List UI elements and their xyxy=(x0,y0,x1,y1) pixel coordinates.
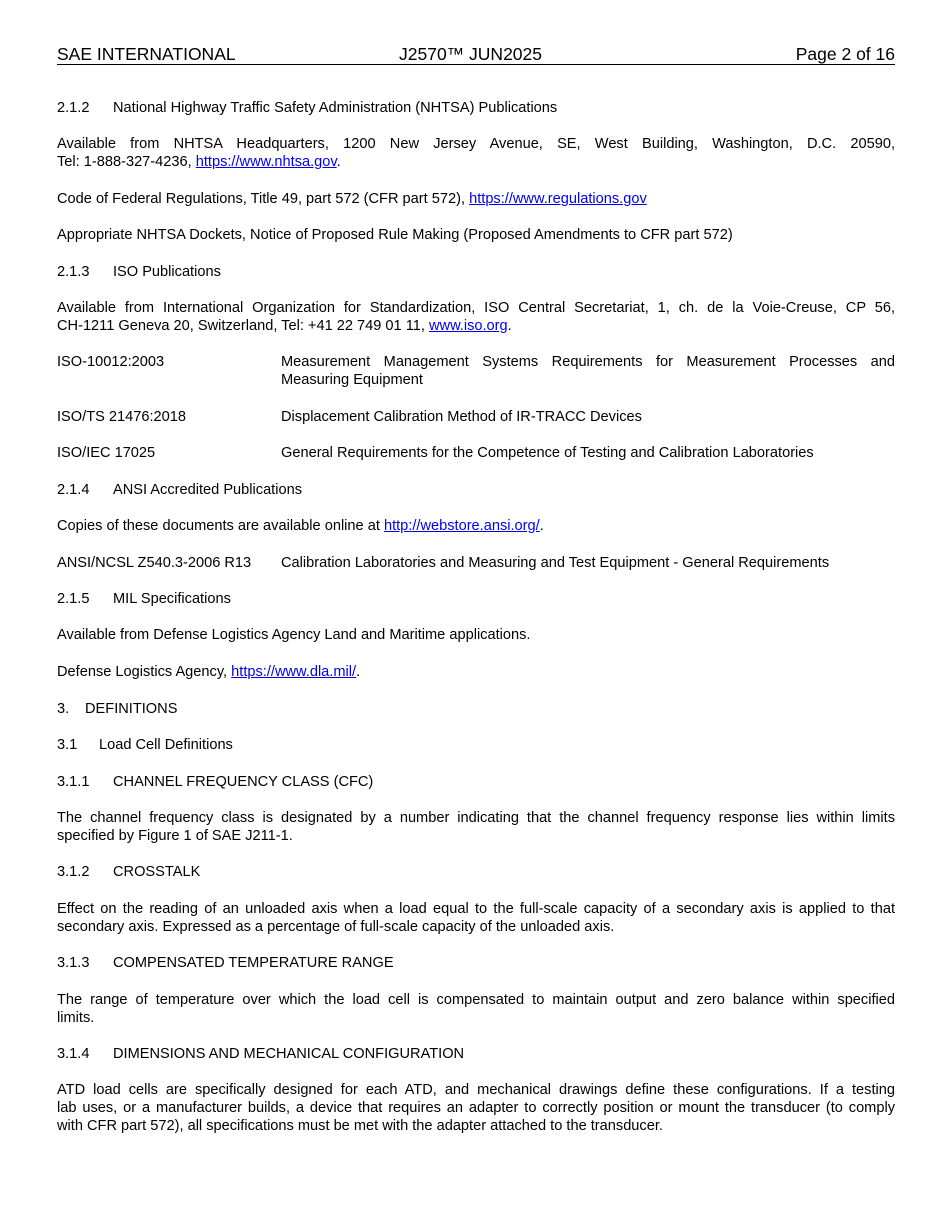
reference-code: ANSI/NCSL Z540.3-2006 R13 xyxy=(57,555,252,571)
section-number: 2.1.2 xyxy=(57,100,90,116)
dla-reference: Defense Logistics Agency, https://www.dla.mil/. xyxy=(57,664,361,680)
section-heading-3 xyxy=(57,700,895,718)
reference-code: ISO-10012:2003 xyxy=(57,354,165,370)
ansi-availability: Copies of these documents are available online at http://webstore.ansi.org/. xyxy=(57,518,544,534)
iso-availability: Available from International Organization for Standardization, ISO Central Secretariat, 1, ch. de la Voie-Creuse, CP 56, CH-1211 Geneva 20, Switzerland, Tel: +41 22 749 01 11, www.iso.org. xyxy=(57,300,895,334)
section-title: Load Cell Definitions xyxy=(99,737,233,753)
header-org: SAE INTERNATIONAL xyxy=(57,44,236,64)
text-line: Available from NHTSA Headquarters, 1200 New Jersey Avenue, SE, West Building, Washington, D.C. 20590, xyxy=(57,136,895,152)
section-number: 3.1.1 xyxy=(57,774,90,790)
definition-body: Effect on the reading of an unloaded axis when a load equal to the full-scale capacity of a secondary axis is applied to that secondary axis. Expressed as a percentage of full-scale capacity of the unloaded axis. xyxy=(57,901,895,935)
section-title: CHANNEL FREQUENCY CLASS (CFC) xyxy=(113,774,374,790)
nhtsa-link[interactable]: https://www.nhtsa.gov xyxy=(195,154,337,170)
section-number: 3.1 xyxy=(57,737,78,753)
nhtsa-dockets: Appropriate NHTSA Dockets, Notice of Proposed Rule Making (Proposed Amendments to CFR part 572) xyxy=(57,227,733,243)
reference-description: General Requirements for the Competence of Testing and Calibration Laboratories xyxy=(281,445,814,461)
reference-description: Displacement Calibration Method of IR-TRACC Devices xyxy=(281,409,642,425)
ansi-webstore-link[interactable]: http://webstore.ansi.org/ xyxy=(383,518,540,534)
section-number: 3.1.4 xyxy=(57,1046,90,1062)
cfr-reference: Code of Federal Regulations, Title 49, part 572 (CFR part 572), https://www.regulations.gov xyxy=(57,191,647,207)
header-doc-id: J2570™ JUN2025 xyxy=(399,44,542,64)
section-heading-2-1-4 xyxy=(57,481,895,499)
reference-description: Measurement Management Systems Requirements for Measurement Processes and xyxy=(281,354,895,370)
section-number: 2.1.3 xyxy=(57,264,90,280)
reference-description-cont: Measuring Equipment xyxy=(281,372,423,388)
text-line: Available from International Organization for Standardization, ISO Central Secretariat, 1, ch. de la Voie-Creuse, CP 56, xyxy=(57,300,895,316)
section-heading-2-1-2 xyxy=(57,99,895,117)
definition-body: The channel frequency class is designated by a number indicating that the channel frequency response lies within limits specified by Figure 1 of SAE J211-1. xyxy=(57,810,895,844)
section-title: MIL Specifications xyxy=(113,591,231,607)
section-title: National Highway Traffic Safety Administration (NHTSA) Publications xyxy=(113,100,558,116)
section-title: COMPENSATED TEMPERATURE RANGE xyxy=(113,955,394,971)
section-heading-3-1-1 xyxy=(57,773,895,791)
section-number: 3.1.2 xyxy=(57,864,90,880)
definition-body: ATD load cells are specifically designed for each ATD, and mechanical drawings define these configurations. If a testing lab uses, or a manufacturer builds, a device that requires an adapter to correctly position or mount the transducer (to comply with CFR part 572), all specifications must be met with the adapter attached to the transducer. xyxy=(57,1082,895,1134)
text-line: Tel: 1-888-327-4236, xyxy=(57,154,196,170)
definition-body: The range of temperature over which the load cell is compensated to maintain output and zero balance within specified limits. xyxy=(57,992,895,1026)
section-title: ISO Publications xyxy=(113,264,221,280)
section-number: 3. xyxy=(57,701,70,717)
section-title: ANSI Accredited Publications xyxy=(113,482,303,498)
section-number: 3.1.3 xyxy=(57,955,90,971)
nhtsa-availability: Available from NHTSA Headquarters, 1200 New Jersey Avenue, SE, West Building, Washington, D.C. 20590, Tel: 1-888-327-4236, https://www.nhtsa.gov. xyxy=(57,136,895,170)
section-heading-3-1 xyxy=(57,736,895,754)
iso-link[interactable]: www.iso.org xyxy=(428,318,508,334)
section-number: 2.1.5 xyxy=(57,591,90,607)
section-heading-3-1-4 xyxy=(57,1045,895,1063)
section-heading-2-1-5 xyxy=(57,590,895,608)
section-title: CROSSTALK xyxy=(113,864,201,880)
page-header xyxy=(57,44,895,65)
reference-code: ISO/TS 21476:2018 xyxy=(57,409,186,425)
regulations-link[interactable]: https://www.regulations.gov xyxy=(469,191,647,207)
section-heading-3-1-3 xyxy=(57,954,895,972)
section-heading-2-1-3 xyxy=(57,263,895,281)
text-line: CH-1211 Geneva 20, Switzerland, Tel: +41 22 749 01 11, xyxy=(57,318,429,334)
section-heading-3-1-2 xyxy=(57,863,895,881)
dla-link[interactable]: https://www.dla.mil/ xyxy=(231,664,357,680)
mil-availability: Available from Defense Logistics Agency Land and Maritime applications. xyxy=(57,627,531,643)
section-title: DIMENSIONS AND MECHANICAL CONFIGURATION xyxy=(113,1046,465,1062)
section-title: DEFINITIONS xyxy=(85,701,178,717)
reference-row xyxy=(57,353,895,389)
reference-code: ISO/IEC 17025 xyxy=(57,445,156,461)
section-number: 2.1.4 xyxy=(57,482,90,498)
reference-description: Calibration Laboratories and Measuring and Test Equipment - General Requirements xyxy=(281,555,830,571)
header-page-number: Page 2 of 16 xyxy=(795,44,895,64)
